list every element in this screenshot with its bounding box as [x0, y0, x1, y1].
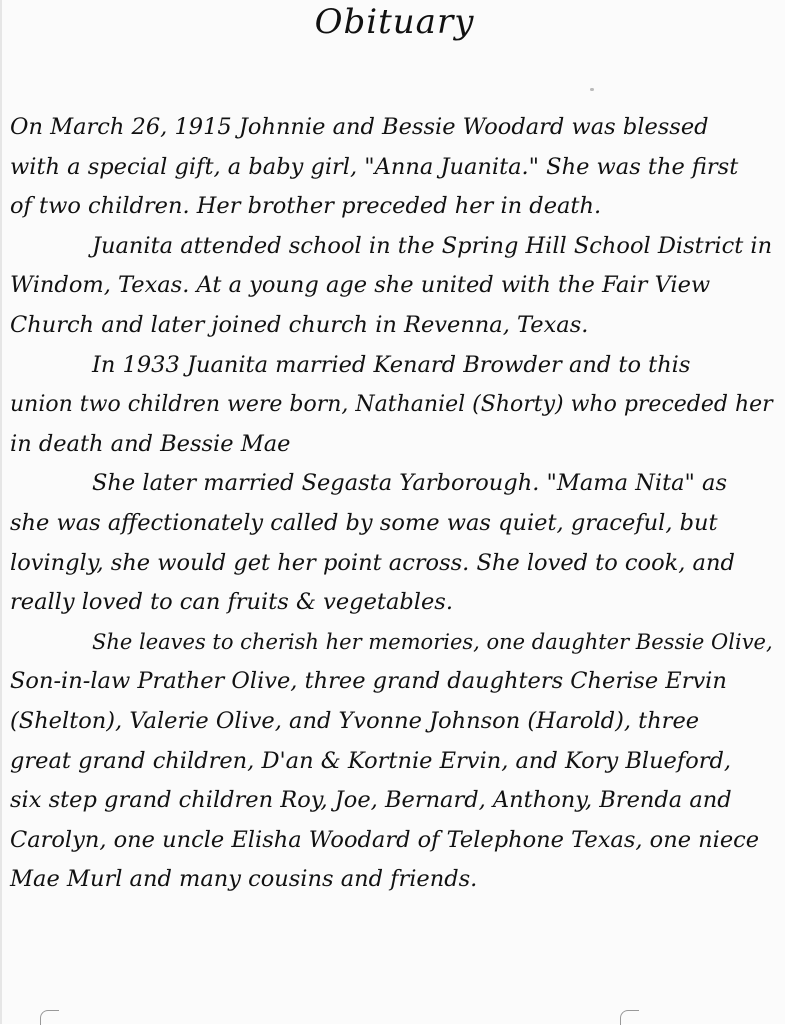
text-line: Windom, Texas. At a young age she united with the Fair View	[10, 272, 711, 299]
text-line: six step grand children Roy, Joe, Bernard, Anthony, Brenda and	[10, 787, 732, 814]
text-line: Son-in-law Prather Olive, three grand daughters Cherise Ervin	[10, 668, 727, 695]
scan-mark-right	[620, 1010, 639, 1025]
text-line: in death and Bessie Mae	[10, 430, 291, 457]
text-line: really loved to can fruits & vegetables.	[10, 589, 453, 616]
text-line: she was affectionately called by some was quiet, graceful, but	[10, 509, 718, 536]
text-line: Juanita attended school in the Spring Hill School District in	[92, 232, 773, 259]
text-line: great grand children, D'an & Kortnie Ervin, and Kory Blueford,	[10, 747, 732, 774]
scan-mark-left	[40, 1010, 59, 1025]
text-line: lovingly, she would get her point across. She loved to cook, and	[10, 549, 735, 576]
text-line: She later married Segasta Yarborough. "Mama Nita" as	[92, 470, 727, 497]
text-line: On March 26, 1915 Johnnie and Bessie Woodard was blessed	[10, 114, 709, 140]
text-line: Church and later joined church in Revenna, Texas.	[10, 311, 589, 338]
text-line: In 1933 Juanita married Kenard Browder and to this	[92, 351, 691, 378]
text-line: with a special gift, a baby girl, "Anna Juanita." She was the first	[10, 153, 739, 180]
text-line: union two children were born, Nathaniel (Shorty) who preceded her	[10, 392, 773, 418]
obituary-body	[10, 108, 780, 900]
text-line: She leaves to cherish her memories, one daughter Bessie Olive,	[92, 629, 773, 654]
text-line: of two children. Her brother preceded her in death.	[10, 193, 602, 220]
text-line: Carolyn, one uncle Elisha Woodard of Telephone Texas, one niece	[10, 826, 760, 853]
text-line: Mae Murl and many cousins and friends.	[10, 866, 478, 893]
page-title: Obituary	[314, 2, 475, 42]
scan-speck	[590, 88, 594, 91]
text-line: (Shelton), Valerie Olive, and Yvonne Johnson (Harold), three	[10, 707, 700, 734]
